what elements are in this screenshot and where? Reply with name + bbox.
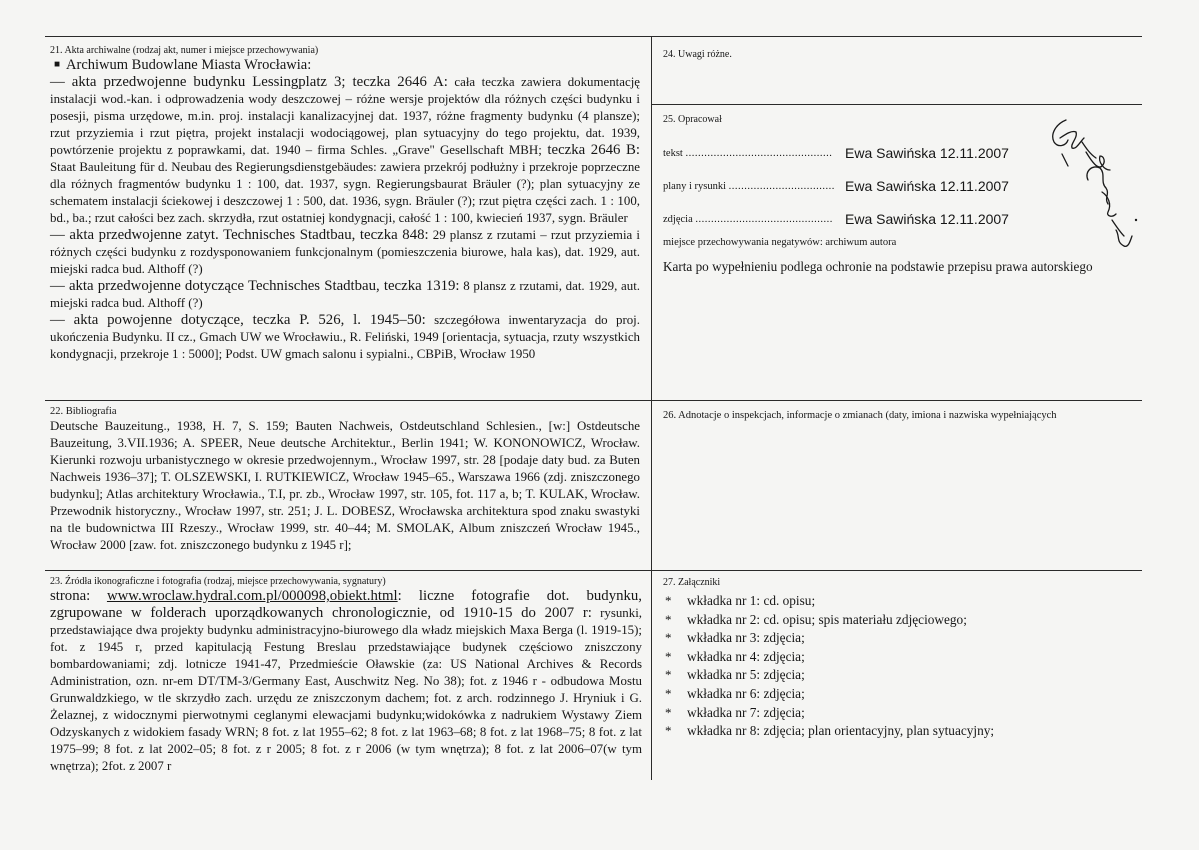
prepared-text-row: tekst ............................................... [663, 148, 833, 159]
section-26-header: 26. Adnotacje o inspekcjach, informacje o zmianach (daty, imiona i nazwiska wypełniających [663, 410, 1057, 421]
section-23-header: 23. Źródła ikonograficzne i fotografia (rodzaj, miejsce przechowywania, sygnatury) [50, 576, 386, 587]
archive-entry-2: — akta przedwojenne zatyt. Technisches Stadtbau, teczka 848: 29 plansz z rzutami – rzut przyziemia i różnych części budynku z rozdysponowaniem funkcjonalnym (pomieszczenia biurowe, hala kas), dat. 1929, aut. miejski radca bud. Althoff (?) [50, 227, 640, 276]
prepared-plans-value: Ewa Sawińska 12.11.2007 [845, 178, 1009, 194]
archive-entry-1: — akta przedwojenne budynku Lessingplatz 3; teczka 2646 A: cała teczka zawiera dokumentację instalacji wod.-kan. i odprowadzenia wody deszczowej – różne wersje projektów dla różnych części budynku i posesji, pisma urzędowe, m.in. proj. instalacji kanalizacyjnej dat. 1937, różne fragmenty budynku (4 plansze); rzut przyziemia i rzut piętra, projekt instalacji wodociągowej, plan sytuacyjny do tego projektu, dat. 1939, powtórzenie projektu z poprawkami, dat. 1940 – firma Schles. „Grave" Gesellschaft MBH; teczka 2646 B: Staat Bauleitung für d. Neubau des Regierungsdienstgebäudes: zawiera przekrój podłużny i przekroje poprzeczne dla różnych fragmentów budynku 1 : 100, dat. 1937, sygn. Regierungsbaurat Bräuler (?); plan sytuacyjny ze schematem instalacji ściekowej i deszczowej 1 : 500, dat. 1936, sygn. Bräuler (?); rzut piętra części zach. 1 : 100, bd., ba.; rzut całości bez zach. skrzydła, rzut ostatniej kondygnacji, całość 1 : 100, kwiecień 1937, sygn. Bräuler [50, 74, 641, 225]
archive-entry-3: — akta przedwojenne dotyczące Technisches Stadtbau, teczka 1319: 8 plansz z rzutami, dat. 1929, aut. miejski radca bud. Althoff (?) [50, 278, 640, 310]
asterisk-icon: * [665, 685, 672, 701]
archive-entry-4: — akta powojenne dotyczące, teczka P. 526, l. 1945–50: szczegółowa inwentaryzacja do proj. ukończenia Budynku. II cz., Gmach UW we Wrocławiu., R. Feliński, 1949 [orientacja, sytuacja, rzuty wszystkich kondygnacji, przekroje 1 : 5000]; Podst. UW gmach salonu i sypialni., CBPiB, Wrocław 1950 [50, 312, 640, 361]
section-26-inspection-notes [663, 409, 1133, 422]
prepared-photos-value: Ewa Sawińska 12.11.2007 [845, 211, 1009, 227]
asterisk-icon: * [665, 593, 672, 608]
section-24-remarks [663, 49, 1133, 61]
asterisk-icon: * [665, 704, 672, 720]
section-21-header: 21. Akta archiwalne (rodzaj akt, numer i miejsce przechowywania) [50, 45, 319, 56]
attachment-item: * wkładka nr 8: zdjęcia; plan orientacyjny, plan sytuacyjny; [663, 722, 1133, 741]
section-23-iconographic-sources [50, 576, 642, 775]
prepared-plans-row: plany i rysunki .................................. [663, 181, 835, 192]
copyright-note: Karta po wypełnieniu podlega ochronie na podstawie przepisu prawa autorskiego [663, 259, 1093, 274]
section-25-header: 25. Opracował [663, 114, 722, 125]
asterisk-icon: * [665, 667, 672, 683]
section-27-header: 27. Załączniki [663, 577, 721, 588]
attachment-item: * wkładka nr 2: cd. opisu; spis materiału zdjęciowego; [663, 611, 1133, 630]
divider-22-23 [45, 570, 651, 571]
section-22-header: 22. Bibliografia [50, 406, 117, 417]
asterisk-icon: * [665, 648, 672, 664]
section-22-bibliography [50, 405, 640, 554]
attachment-item: * wkładka nr 7: zdjęcia; [663, 704, 1133, 723]
section-24-header: 24. Uwagi różne. [663, 49, 732, 60]
divider-26-27 [652, 570, 1142, 571]
divider-21-22 [45, 400, 651, 401]
attachments-list [663, 592, 1133, 741]
negatives-location: miejsce przechowywania negatywów: archiwum autora [663, 237, 897, 248]
archive-name: ■ Archiwum Budowlane Miasta Wrocławia: [54, 57, 312, 73]
iconographic-text: strona: www.wroclaw.hydral.com.pl/000098,obiekt.html: liczne fotografie dot. budynku, zgrupowane w folderach uporządkowanych chronologicznie, od 1910-15 do 2007 r: rysunki, przedstawiające dwa projekty budynku administracyjno-biurowego dla władz miejskich Maxa Berga (l. 1919-15); fot. z 1945 r, przed kapitulacją Festung Breslau przedstawiające budynek częściowo zniszczony bombardowaniami; zdj. lotnicze 1941-47, Przedmieście Oławskie (za: US National Archives & Records Administration, ozn. nr-em DT/TM-3/Germany East, Auschwitz Neg. No 38); fot. z 1946 r - odbudowa Mostu Grunwaldzkiego, w tle skrzydło zach. urzędu ze zniszczonym dachem; fot. z arch. rodzinnego J. Hryniuk i G. Żelaznej, z widocznymi pierwotnymi ceglanymi elewacjami budynku;widokówka z nadrukiem Wystawy Ziem Odzyskanych z widokiem fasady WRN; 8 fot. z lat 1955–62; 8 fot. z lat 1963–68; 8 fot. z lat 1968–75; 8 fot. z lat 1975–99; 8 fot. z lat 2002–05; 8 fot. z r 2005; 8 fot. z r 2006 (w tym wnętrza); 8 fot. z lat 2006–07(w tym wnętrza); 2fot. z 2007 r [50, 588, 642, 773]
section-21-archival-records [50, 45, 640, 363]
bibliography-text: Deutsche Bauzeitung., 1938, H. 7, S. 159; Bauten Nachweis, Ostdeutschland Schlesien., [w:] Ostdeutsche Bauzeitung, 3.VII.1936; A. SPEER, Neue deutsche Architektur., Berlin 1941; W. KONONOWICZ, Wrocław. Kierunki rozwoju urbanistycznego w okresie przedwojennym., Wrocław 1997, str. 28 [podaje daty bud. za Buten Nachweis 1936–37]; T. OLSZEWSKI, I. RUTKIEWICZ, Wrocław 1945–65., Warszawa 1966 (zdj. zniszczonego budynku]; Atlas architektury Wrocławia., T.I, pr. zb., Wrocław 1997, str. 105, fot. 117 a, b; T. KULAK, Wrocław. Przewodnik historyczny., Wrocław 1997, str. 251; J. L. DOBESZ, Wrocławska architektura spod znaku swastyki na tle budownictwa III Rzeszy., Wrocław 1999, str. 40–44; M. SMOLAK, Album zniszczeń Wrocław 1945., Wrocław 2000 [zaw. fot. zniszczonego budynku z 1945 r]; [50, 419, 640, 552]
attachment-item: * wkładka nr 6: zdjęcia; [663, 685, 1133, 704]
asterisk-icon: * [665, 630, 672, 646]
source-link[interactable]: www.wroclaw.hydral.com.pl/000098,obiekt.html [106, 588, 398, 604]
divider-24-25 [652, 104, 1142, 105]
bullet-icon: ■ [54, 59, 61, 70]
attachment-item: * wkładka nr 3: zdjęcia; [663, 629, 1133, 648]
section-27-attachments [663, 577, 1133, 741]
prepared-photos-row: zdjęcia ............................................ [663, 214, 833, 225]
prepared-text-value: Ewa Sawińska 12.11.2007 [845, 145, 1009, 161]
attachment-item: * wkładka nr 1: cd. opisu; [663, 592, 1133, 611]
asterisk-icon: * [665, 723, 672, 739]
asterisk-icon: * [665, 611, 672, 627]
attachment-item: * wkładka nr 4: zdjęcia; [663, 648, 1133, 667]
column-divider [651, 36, 652, 780]
handwritten-signature [1020, 108, 1148, 258]
divider-25-26 [652, 400, 1142, 401]
attachment-item: * wkładka nr 5: zdjęcia; [663, 666, 1133, 685]
